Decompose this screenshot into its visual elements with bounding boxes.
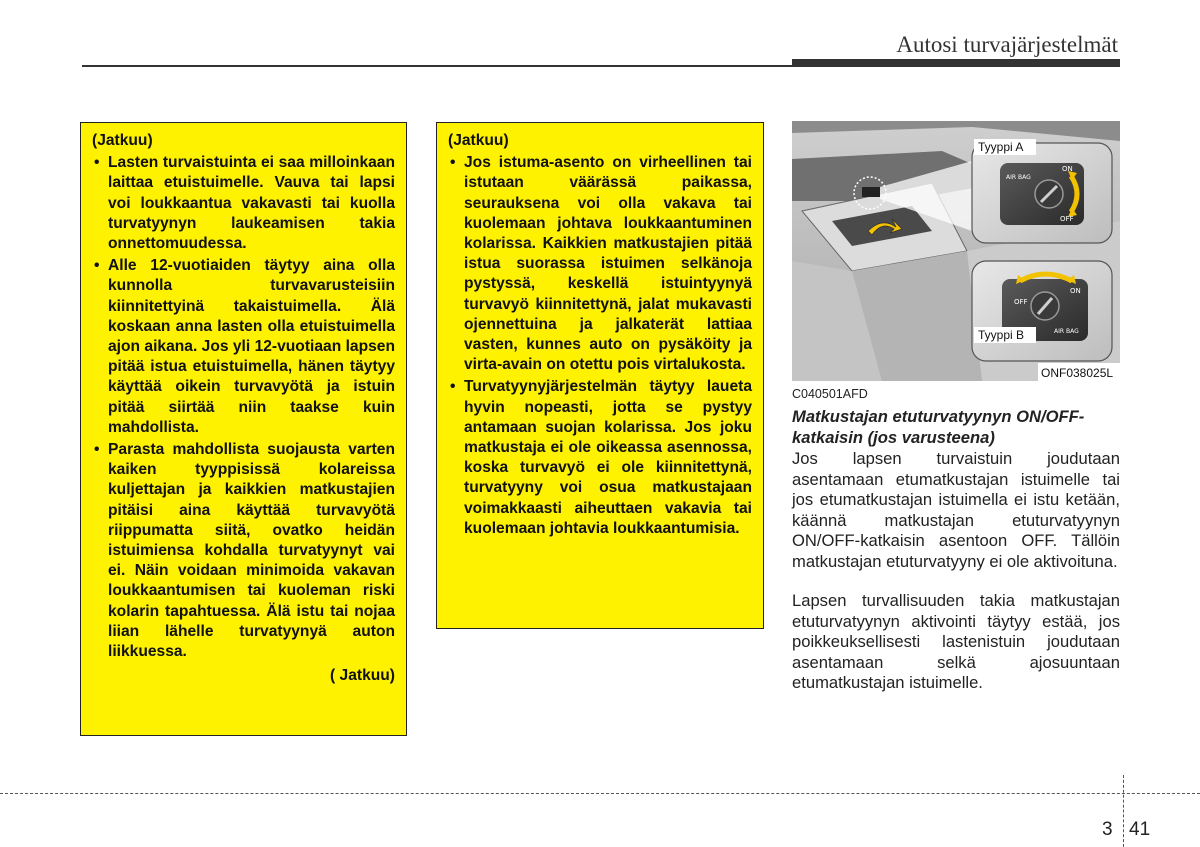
figure-reference-code: C040501AFD (792, 387, 868, 401)
type-b-label: Tyyppi B (978, 328, 1025, 342)
warning-list (448, 153, 752, 539)
warning-list (92, 153, 395, 662)
page-number-separator (1123, 775, 1124, 847)
warning-box-middle (436, 122, 764, 629)
figure-caption: Matkustajan etuturvatyynyn ON/OFF-katkaisin (jos varusteena) (792, 407, 1085, 447)
switch-off-label-a: OFF (1060, 215, 1074, 223)
switch-on-label-b: ON (1070, 287, 1081, 295)
dashboard-illustration (792, 121, 1120, 381)
warning-item: • Parasta mahdollista suojausta varten kaiken tyyppisissä kolareissa kuljettajan ja kaikkien matkustajien pitäisi aina käyttää turvavyötä riippumatta siitä, ovatko heidän istuimiensa kohdalla turvatyynyt vai ei. Näin voidaan minimoida vakavan loukkaantumisen tai kuoleman riski kolarin tapahtuessa. Älä istu tai nojaa liian lähelle turvatyynyä auton liikkuessa. (92, 440, 395, 662)
page-number: 41 (1129, 819, 1151, 840)
switch-on-label-a: ON (1062, 165, 1073, 173)
switch-airbag-label-a: AIR BAG (1006, 174, 1031, 181)
body-paragraph-1: Jos lapsen turvaistuin joudutaan asentamaan etumatkustajan istuimelle tai jos etumatkustajan istuimella ei istu ketään, käännä matkustajan etuturvatyynyn ON/OFF-katkaisin asentoon OFF. Tällöin matkustajan etuturvatyyny ei ole aktivoituna. (792, 449, 1120, 571)
switch-off-label-b: OFF (1014, 298, 1028, 306)
warning-item: • Jos istuma-asento on virheellinen tai istutaan väärässä paikassa, seurauksena voi olla vakava tai kuolemaan johtava loukkaantuminen kolarissa. Kaikkien matkustajien pitää istua suorassa istuimen selkänoja pystyssä, keskellä istuintyynyä turvavyö kiinnitettynä, jalat mukavasti ojennettuina ja jalkaterät lattiaa vasten, kunnes auto on pysäköity ja virta-avain on otettu pois virtalukosta. (448, 153, 752, 375)
warning-box-heading: (Jatkuu) (448, 132, 509, 149)
warning-item: • Turvatyynyjärjestelmän täytyy laueta hyvin nopeasti, jotta se pystyy antamaan suojan kolarissa. Jos joku matkustaja ei ole oikeassa asennossa, koska turvavyö ei ole kiinnitettynä, turvatyyny voi osua matkustajaan voimakkaasti aiheuttaen vakavia tai kuolemaan johtavia loukkaantumisia. (448, 377, 752, 539)
warning-box-continued: ( Jatkuu) (330, 667, 395, 685)
image-code: ONF038025L (1041, 366, 1114, 380)
warning-box-left (80, 122, 407, 736)
footer-rule (0, 793, 1200, 794)
switch-airbag-label-b: AIR BAG (1054, 328, 1079, 335)
header-rule-thick (792, 59, 1120, 67)
chapter-number: 3 (1102, 819, 1113, 840)
header-rule (82, 65, 792, 67)
warning-item: • Alle 12-vuotiaiden täytyy aina olla kunnolla turvavarusteisiin kiinnitettyinä takaistuimella. Älä koskaan anna lasten olla etuistuimella ajon aikana. Jos yli 12-vuotiaan lapsen pitää istua etuistuimella, hänen täytyy käyttää oikein turvavyötä ja istuin pitää siirtää niin taakse kuin mahdollista. (92, 256, 395, 438)
type-a-label: Tyyppi A (978, 140, 1024, 154)
page-header-title: Autosi turvajärjestelmät (896, 32, 1118, 57)
warning-item: • Lasten turvaistuinta ei saa milloinkaan laittaa etuistuimelle. Vauva tai lapsi voi loukkaantua vakavasti tai kuolla turvatyynyn laukeamisen takia onnettomuudessa. (92, 153, 395, 254)
body-paragraph-2: Lapsen turvallisuuden takia matkustajan etuturvatyynyn aktivointi täytyy estää, jos poikkeuksellisesti lastenistuin joudutaan asentamaan selkä ajosuuntaan etumatkustajan istuimelle. (792, 591, 1120, 693)
airbag-switch-figure (792, 121, 1120, 381)
warning-box-heading: (Jatkuu) (92, 132, 153, 149)
